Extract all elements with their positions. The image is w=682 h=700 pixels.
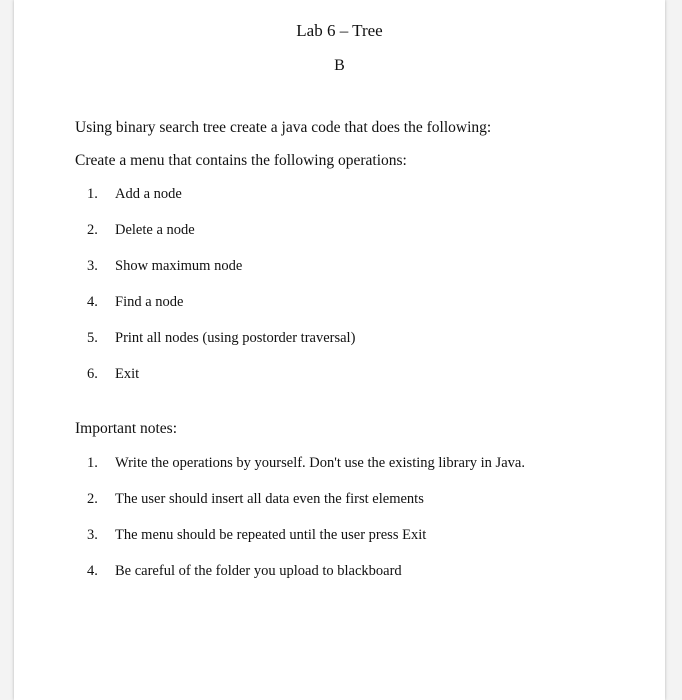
list-item-text: Be careful of the folder you upload to blackboard	[115, 563, 402, 579]
list-item-text: Exit	[115, 366, 140, 382]
list-item	[87, 329, 355, 365]
list-item	[87, 562, 525, 598]
list-item-text: Print all nodes (using postorder traversal)	[115, 330, 356, 346]
list-item	[87, 257, 355, 293]
list-item-text: Write the operations by yourself. Don't use the existing library in Java.	[115, 455, 525, 471]
list-item-text: Add a node	[115, 186, 182, 202]
list-item-number: 1.	[87, 186, 98, 202]
list-item-number: 6.	[87, 366, 98, 382]
list-item-number: 4.	[87, 563, 98, 579]
list-item	[87, 454, 525, 490]
list-item	[87, 185, 355, 221]
page-subtitle: B	[334, 57, 345, 74]
list-item	[87, 365, 355, 401]
list-item-text: Delete a node	[115, 222, 195, 238]
document-page	[14, 0, 665, 700]
notes-list	[87, 454, 525, 598]
notes-heading: Important notes:	[75, 420, 178, 437]
list-item-text: The user should insert all data even the first elements	[115, 491, 424, 507]
list-item	[87, 526, 525, 562]
list-item-number: 2.	[87, 491, 98, 507]
page-title: Lab 6 – Tree	[296, 21, 383, 40]
intro-text: Using binary search tree create a java code that does the following:	[75, 119, 492, 136]
list-item-number: 1.	[87, 455, 98, 471]
list-item	[87, 221, 355, 257]
list-item-number: 2.	[87, 222, 98, 238]
list-item-text: Find a node	[115, 294, 184, 310]
list-item-number: 4.	[87, 294, 98, 310]
operations-list	[87, 185, 355, 401]
list-item-number: 3.	[87, 258, 98, 274]
list-item-number: 5.	[87, 330, 98, 346]
list-item-text: The menu should be repeated until the user press Exit	[115, 527, 427, 543]
list-item-number: 3.	[87, 527, 98, 543]
list-item	[87, 293, 355, 329]
menu-intro-text: Create a menu that contains the following operations:	[75, 152, 407, 169]
list-item	[87, 490, 525, 526]
list-item-text: Show maximum node	[115, 258, 243, 274]
